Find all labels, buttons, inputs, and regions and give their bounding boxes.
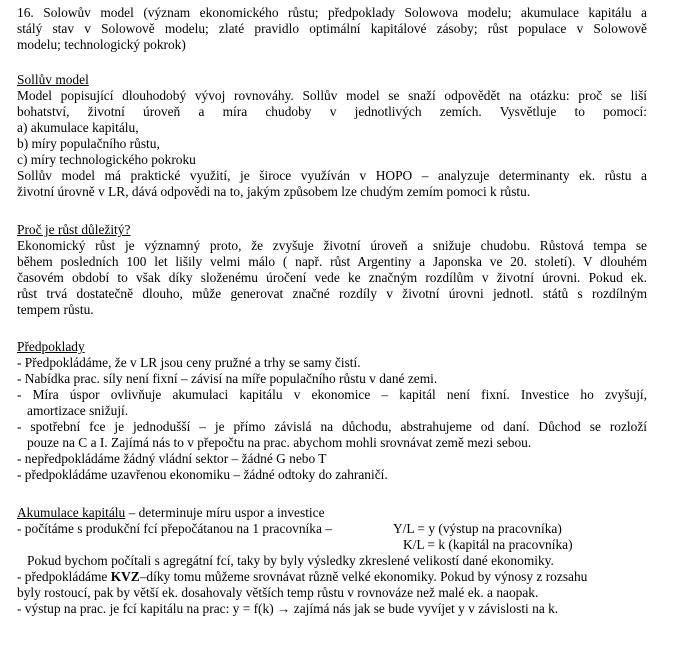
list-item: - výstup na prac. je fcí kapitálu na prac: y = f(k) → zajímá nás jak se bude vyvíjet y v závislosti na k. bbox=[17, 601, 559, 616]
paragraph-line: Sollův model má praktické využití, je široce využíván v HOPO – analyzuje determinanty ek. růstu a bbox=[17, 168, 647, 183]
list-item: - nepředpokládáme žádný vládní sektor – žádné G nebo T bbox=[17, 451, 327, 466]
formula-line-1 bbox=[17, 521, 647, 537]
section-heading-sollov-model: Sollův model bbox=[17, 72, 89, 87]
section-heading-proc-je-rust-dulezity: Proč je růst důležitý? bbox=[17, 222, 131, 237]
title-line-2: stálý stav v Solowově modelu; zlaté pravidlo optimální kapitálové zásoby; růst populace v Solowově bbox=[17, 21, 647, 36]
list-item bbox=[17, 569, 647, 585]
paragraph-line: Model popisující dlouhodobý vývoj rovnováhy. Sollův model se snaží odpovědět na otázku: proč se liší bbox=[17, 88, 647, 103]
text-post: –díky tomu můžeme srovnávat různě velké ekonomiky. Pokud by výnosy z rozsahu bbox=[139, 569, 588, 584]
paragraph-line: během posledních 100 let lišily velmi málo ( např. růst Argentiny a Japonska ve 20. století). V dlouhém bbox=[17, 254, 647, 269]
heading-underlined: Akumulace kapitálu bbox=[17, 505, 126, 520]
formula-lead-text: - počítáme s produkční fcí přepočátanou na 1 pracovníka – bbox=[17, 521, 332, 536]
formula-y-per-worker: Y/L = y (výstup na pracovníka) bbox=[393, 521, 562, 536]
list-item: - předpokládáme uzavřenou ekonomiku – žádné odtoky do zahraničí. bbox=[17, 467, 388, 482]
kvz-term: KVZ bbox=[110, 569, 140, 584]
paragraph-line: bohatství, životní úroveň a míra chudoby v jednotlivých zemích. Vysvětluje to pomocí: bbox=[17, 104, 647, 119]
paragraph-line: Ekonomický růst je významný proto, že zvyšuje životní úroveň a snižuje chudobu. Růstová tempa se bbox=[17, 238, 647, 253]
list-item: - spotřební fce je jednodušší – je přímo závislá na důchodu, abstrahujeme od daní. Důchod se rozloží bbox=[17, 419, 647, 434]
paragraph-line: časovém období to však díky složenému úročení vede ke značným rozdílům v životní úrovni. Pokud ek. bbox=[17, 270, 647, 285]
text-pre: - předpokládáme bbox=[17, 569, 111, 584]
list-item: - Nabídka prac. síly není fixní – závisí na míře populačního růstu v dané zemi. bbox=[17, 371, 438, 386]
paragraph-line: tempem růstu. bbox=[17, 302, 94, 317]
list-item-continuation: byly rostoucí, pak by větší ek. dosahovaly větších temp růstu v rovnováze než malé ek. a naopak. bbox=[17, 585, 539, 600]
list-item: a) akumulace kapitálu, bbox=[17, 120, 139, 135]
paragraph-line: životní úrovně v LR, dává odpovědi na to, jakým způsobem lze chudým zemím pomoci k růstu. bbox=[17, 184, 531, 199]
formula-line-2 bbox=[17, 537, 647, 553]
list-item: - Míra úspor ovlivňuje akumulaci kapitálu v ekonomice – kapitál není fixní. Investice ho zvyšují, bbox=[17, 387, 647, 402]
section-heading-akumulace-kapitalu bbox=[17, 505, 647, 521]
paragraph-line: Pokud bychom počítali s agregátní fcí, taky by byly výsledky zkreslené velikostí dané ekonomiky. bbox=[27, 553, 554, 568]
formula-k-per-worker: K/L = k (kapitál na pracovníka) bbox=[403, 537, 573, 552]
paragraph-line: růst trvá dostatečně dlouho, může generovat značné rozdíly v životní úrovni jednotl. států s rozdílným bbox=[17, 286, 647, 301]
list-item: b) míry populačního růstu, bbox=[17, 136, 160, 151]
title-line-1: 16. Solowův model (význam ekonomického růstu; předpoklady Solowova modelu; akumulace kapitálu a bbox=[17, 5, 647, 20]
list-item: - Předpokládáme, že v LR jsou ceny pružné a trhy se samy čistí. bbox=[17, 355, 361, 370]
list-item-continuation: pouze na C a I. Zajímá nás to v přepočtu na prac. abychom mohli srovnávat země mezi sebou. bbox=[27, 435, 532, 450]
section-heading-predpoklady: Předpoklady bbox=[17, 339, 85, 354]
heading-rest: – determinuje míru uspor a investice bbox=[125, 505, 325, 520]
list-item: c) míry technologického pokroku bbox=[17, 152, 196, 167]
list-item-continuation: amortizace snižují. bbox=[27, 403, 129, 418]
title-line-3: modelu; technologický pokrok) bbox=[17, 37, 186, 52]
